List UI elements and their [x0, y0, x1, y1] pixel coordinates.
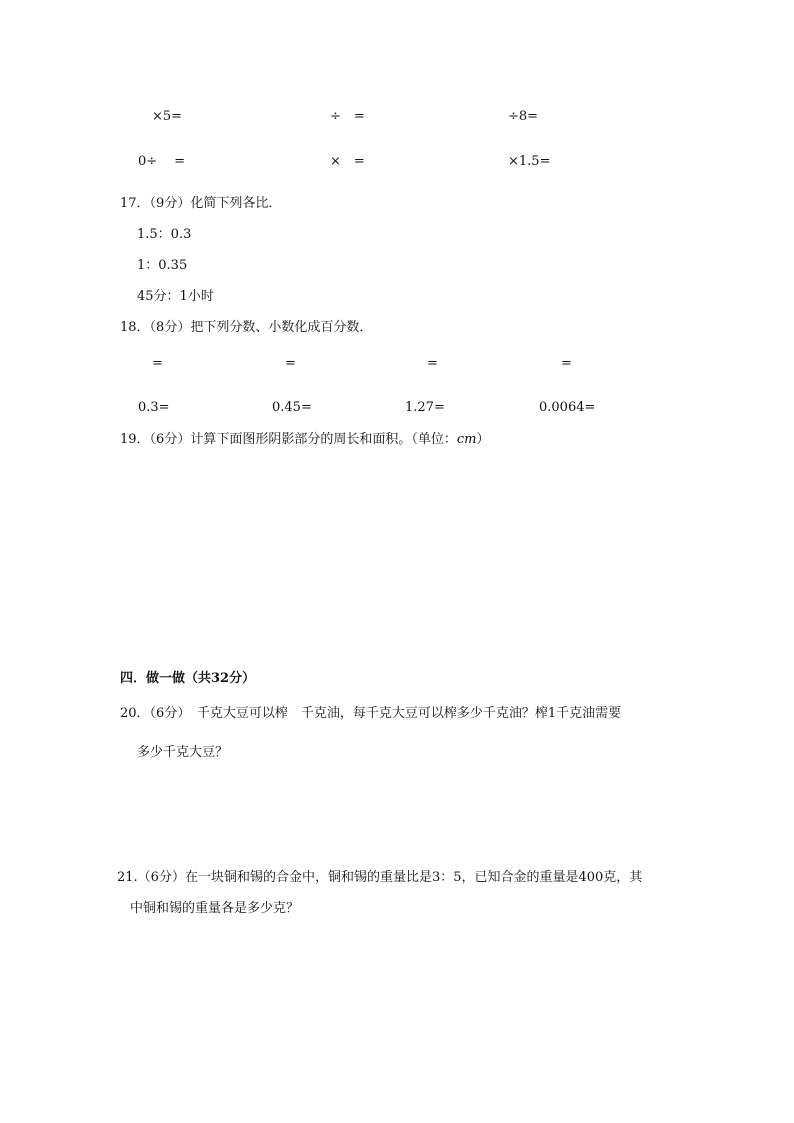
decimal-eq-4: 0.0064= [539, 400, 596, 415]
decimal-eq-1: 0.3= [138, 400, 170, 415]
question-21-line-1: 21.（6分）在一块铜和锡的合金中，铜和锡的重量比是3：5，已知合金的重量是400克，其 [117, 870, 643, 885]
expr-2-2: × = [330, 154, 365, 169]
question-21-line-2: 中铜和锡的重量各是多少克？ [130, 901, 300, 916]
ratio-item-3: 45分：1小时 [137, 289, 214, 304]
question-19-suffix: ） [476, 432, 490, 447]
section-4-heading: 四．做一做（共32分） [120, 671, 256, 686]
question-18-title: 18．（8分）把下列分数、小数化成百分数． [120, 320, 373, 335]
question-19-prefix: 19．（6分）计算下面图形阴影部分的周长和面积。（单位： [120, 432, 457, 447]
question-20-line-1: 20．（6分） 千克大豆可以榨 千克油，每千克大豆可以榨多少千克油？榨1千克油需要 [120, 706, 622, 721]
ratio-item-1: 1.5：0.3 [137, 227, 192, 242]
expr-1-2: ÷ = [330, 109, 365, 124]
fraction-eq-3: = [427, 356, 438, 371]
expr-2-1: 0÷ = [138, 154, 186, 169]
unit-cm: cm [456, 432, 477, 447]
fraction-eq-2: = [285, 356, 296, 371]
expr-1-3: ÷8= [508, 109, 539, 124]
question-17-title: 17．（9分）化简下列各比． [120, 196, 282, 211]
fraction-eq-4: = [561, 356, 572, 371]
expr-2-3: ×1.5= [508, 154, 551, 169]
decimal-eq-3: 1.27= [405, 400, 445, 415]
question-20-line-2: 多少千克大豆？ [137, 745, 229, 760]
ratio-item-2: 1：0.35 [137, 258, 188, 273]
decimal-eq-2: 0.45= [272, 400, 312, 415]
question-19-title [120, 433, 489, 446]
fraction-eq-1: = [152, 356, 163, 371]
expr-1-1: ×5= [152, 109, 183, 124]
